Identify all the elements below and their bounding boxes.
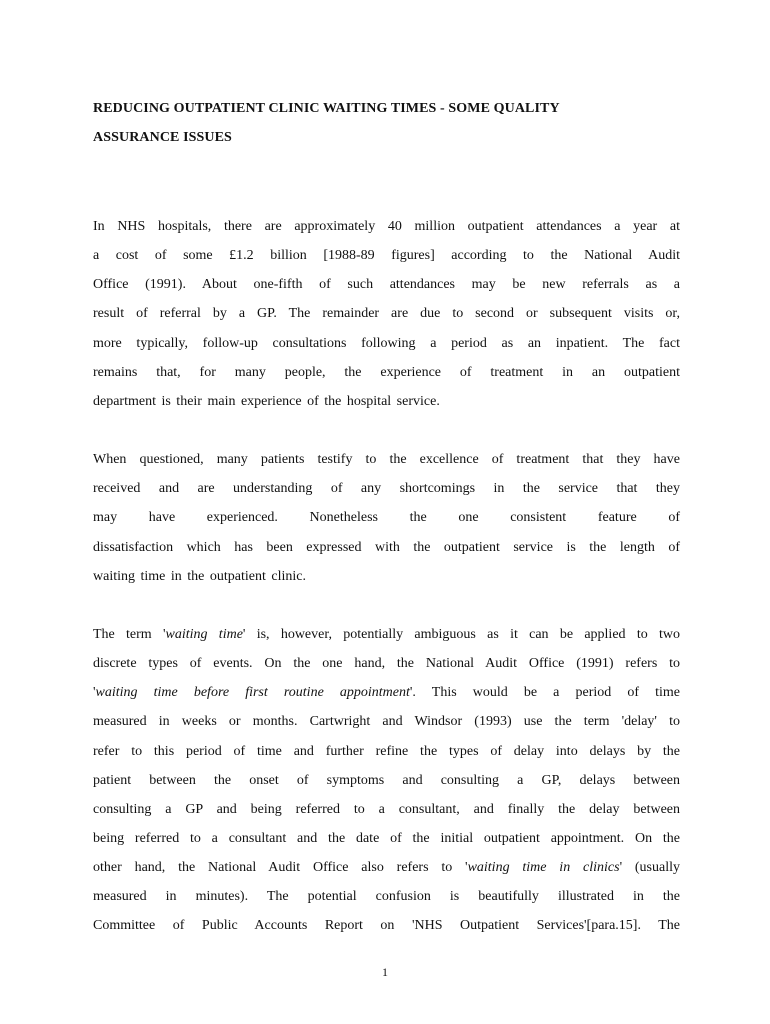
text-line bbox=[93, 620, 680, 649]
text-line: department is their main experience of the hospital service. bbox=[93, 393, 440, 409]
text-line: a cost of some £1.2 billion [1988-89 figures] according to the National Audit bbox=[93, 248, 680, 264]
paragraph-gap bbox=[93, 591, 680, 620]
text-run: ' is, however, potentially ambiguous as it can be applied to two bbox=[242, 626, 680, 642]
text-line: more typically, follow-up consultations following a period as an inpatient. The fact bbox=[93, 335, 680, 351]
italic-term: waiting time before first routine appointment bbox=[95, 685, 410, 701]
text-run: other hand, the National Audit Office also refers to ' bbox=[93, 860, 468, 876]
text-line: Committee of Public Accounts Report on 'NHS Outpatient Services'[para.15]. The bbox=[93, 918, 680, 934]
body-text bbox=[93, 212, 680, 941]
text-line: Office (1991). About one-fifth of such attendances may be new referrals as a bbox=[93, 277, 680, 293]
text-line: being referred to a consultant and the date of the initial outpatient appointment. On the bbox=[93, 830, 680, 846]
italic-term: waiting time bbox=[165, 626, 243, 642]
document-title bbox=[93, 94, 693, 152]
text-line: refer to this period of time and further refine the types of delay into delays by the bbox=[93, 743, 680, 759]
text-line bbox=[93, 853, 680, 882]
text-line: measured in minutes). The potential confusion is beautifully illustrated in the bbox=[93, 889, 680, 905]
text-line bbox=[93, 678, 680, 707]
text-line: In NHS hospitals, there are approximately 40 million outpatient attendances a year at bbox=[93, 219, 680, 234]
text-line: result of referral by a GP. The remainder are due to second or subsequent visits or, bbox=[93, 306, 680, 322]
text-line: waiting time in the outpatient clinic. bbox=[93, 568, 306, 584]
text-run: The term ' bbox=[93, 626, 166, 642]
title-line: ASSURANCE ISSUES bbox=[93, 130, 232, 145]
text-line: patient between the onset of symptoms and consulting a GP, delays between bbox=[93, 772, 680, 788]
text-run: ' (usually bbox=[619, 860, 681, 876]
italic-term: waiting time in clinics bbox=[467, 860, 620, 876]
text-run: '. This would be a period of time bbox=[409, 685, 680, 701]
title-line: REDUCING OUTPATIENT CLINIC WAITING TIMES - SOME QUALITY bbox=[93, 101, 560, 116]
text-run: ' bbox=[93, 685, 96, 701]
text-line: discrete types of events. On the one hand, the National Audit Office (1991) refers to bbox=[93, 656, 680, 672]
paragraph bbox=[93, 620, 680, 941]
text-line: measured in weeks or months. Cartwright and Windsor (1993) use the term 'delay' to bbox=[93, 714, 680, 730]
paragraph bbox=[93, 445, 680, 591]
text-line: consulting a GP and being referred to a consultant, and finally the delay between bbox=[93, 801, 680, 817]
text-line: remains that, for many people, the experience of treatment in an outpatient bbox=[93, 364, 680, 380]
text-line: may have experienced. Nonetheless the one consistent feature of bbox=[93, 510, 680, 526]
page-number: 1 bbox=[382, 965, 388, 979]
paragraph bbox=[93, 212, 680, 416]
paragraph-gap bbox=[93, 416, 680, 445]
text-line: When questioned, many patients testify to the excellence of treatment that they have bbox=[93, 452, 680, 468]
text-line: dissatisfaction which has been expressed with the outpatient service is the length of bbox=[93, 539, 680, 555]
text-line: received and are understanding of any shortcomings in the service that they bbox=[93, 481, 680, 497]
